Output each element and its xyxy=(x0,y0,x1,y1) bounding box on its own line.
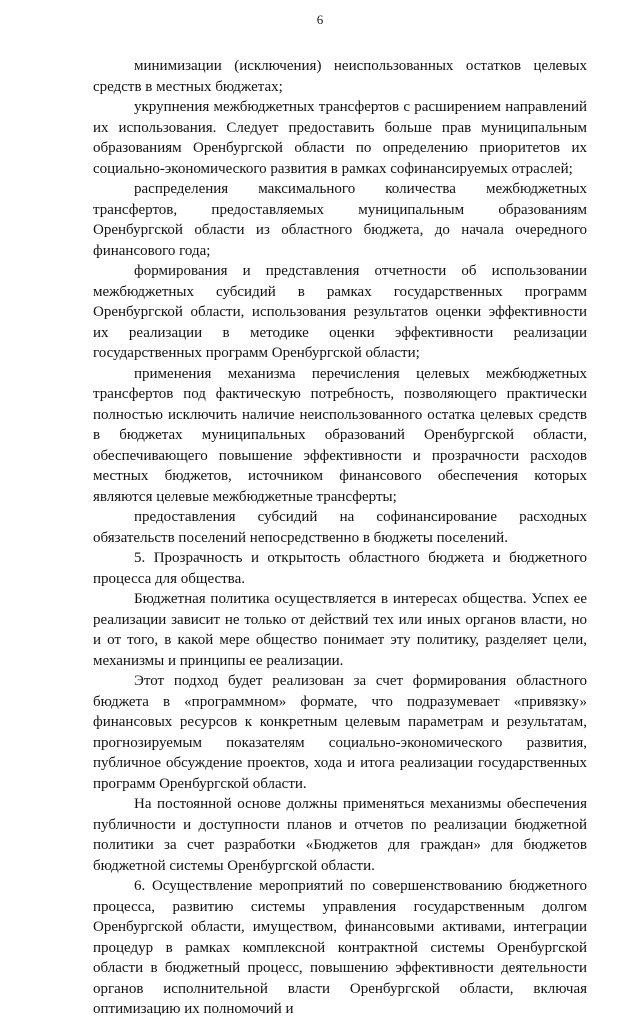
paragraph: Этот подход будет реализован за счет формирования областного бюджета в «программном» формате, что подразумевает «привязку» финансовых ресурсов к конкретным целевым параметрам и результатам, прогнозируемым показателям социально-экономического развития, публичное обсуждение проектов, хода и итога реализации государственных программ Оренбургской области. xyxy=(93,673,587,792)
body-text xyxy=(93,56,587,1020)
section-heading-paragraph: 6. Осуществление мероприятий по совершенствованию бюджетного процесса, развитию системы управления государственным долгом Оренбургской области, имуществом, финансовыми активами, интеграции процедур в рамках комплексной контрактной системы Оренбургской области в бюджетный процесс, повышению эффективности деятельности органов исполнительной власти Оренбургской области, включая оптимизацию их полномочий и xyxy=(93,878,587,1017)
paragraph: На постоянной основе должны применяться механизмы обеспечения публичности и доступности планов и отчетов по реализации бюджетной политики за счет разработки «Бюджетов для граждан» для бюджетов бюджетной системы Оренбургской области. xyxy=(93,796,587,874)
paragraph: применения механизма перечисления целевых межбюджетных трансфертов под фактическую потребность, позволяющего практически полностью исключить наличие неиспользованного остатка целевых средств в бюджетах муниципальных образований Оренбургской области, обеспечивающего повышение эффективности и прозрачности расходов местных бюджетов, источником финансового обеспечения которых являются целевые межбюджетные трансферты; xyxy=(93,365,587,505)
paragraph: минимизации (исключения) неиспользованных остатков целевых средств в местных бюджетах; xyxy=(93,58,587,95)
paragraph: предоставления субсидий на софинансирование расходных обязательств поселений непосредственно в бюджеты поселений. xyxy=(93,509,587,546)
paragraph: Бюджетная политика осуществляется в интересах общества. Успех ее реализации зависит не только от действий тех или иных органов власти, но и от того, в какой мере общество понимает эту политику, разделяет цели, механизмы и принципы ее реализации. xyxy=(93,591,587,669)
paragraph: распределения максимального количества межбюджетных трансфертов, предоставляемых муниципальным образованиям Оренбургской области из областного бюджета, до начала очередного финансового года; xyxy=(93,181,587,259)
paragraph: укрупнения межбюджетных трансфертов с расширением направлений их использования. Следует предоставить больше прав муниципальным образованиям Оренбургской области по определению приоритетов их социально-экономического развития в рамках софинансируемых отраслей; xyxy=(93,99,587,177)
paragraph: формирования и представления отчетности об использовании межбюджетных субсидий в рамках государственных программ Оренбургской области, использования результатов оценки эффективности их реализации в методике оценки эффективности реализации государственных программ Оренбургской области; xyxy=(93,263,587,361)
section-heading-paragraph: 5. Прозрачность и открытость областного бюджета и бюджетного процесса для общества. xyxy=(93,550,587,587)
page-number: 6 xyxy=(316,12,324,27)
